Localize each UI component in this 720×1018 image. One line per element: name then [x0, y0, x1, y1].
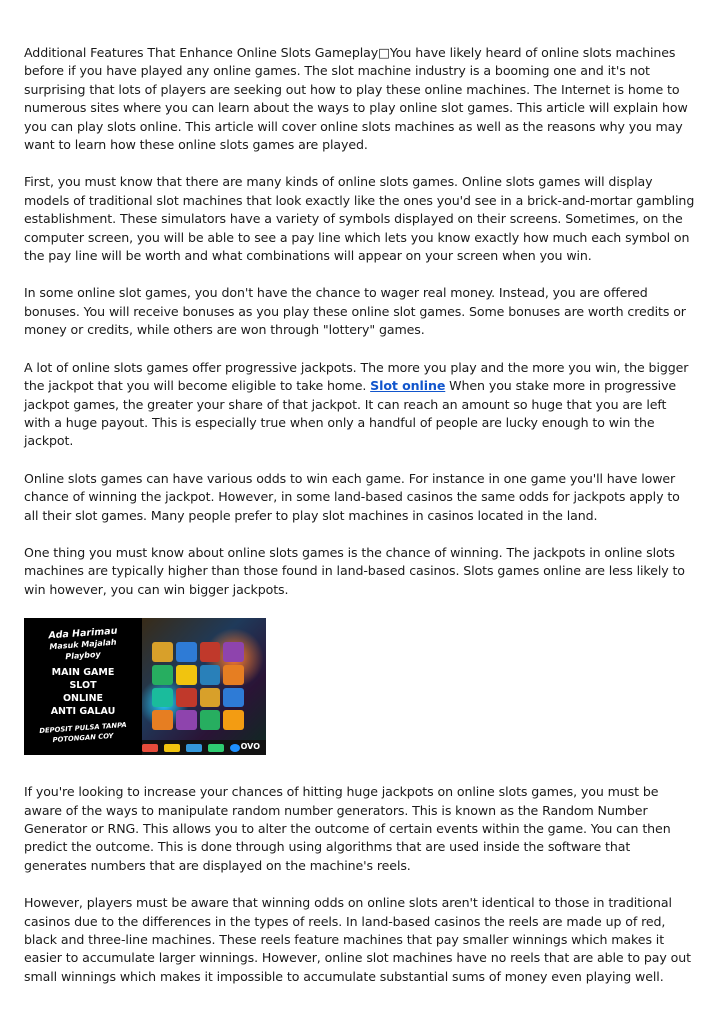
slot-reels	[152, 642, 244, 730]
paragraph-4-start: A lot of online slots games offer progressive jackpots. The more you play and the more you win, the bigger the jackpot that you will become eligible to take home.	[24, 359, 689, 394]
promo-text-panel	[24, 618, 142, 755]
promo-line-5: SLOT	[69, 680, 97, 692]
paragraph-3: In some online slot games, you don't have the chance to wager real money. Instead, you are offered bonuses. You will receive bonuses as you play these online slot games. Some bonuses are worth credits or money or credits, while others are won through "lottery" games.	[24, 285, 686, 338]
provider-logo	[164, 744, 180, 752]
payment-logos	[134, 740, 266, 755]
paragraph-1: Additional Features That Enhance Online Slots Gameplay□You have likely heard of online slots machines before if you have played any online games. The slot machine industry is a booming one and it's not surprising that lots of players are seeking out how to play these online machines. The Internet is home to numerous sites where you can learn about the ways to play online slot games. This article will explain how you can play slots online. This article will cover online slots machines as well as the reasons why you may want to learn how these online slots games are played.	[24, 45, 688, 153]
ovo-logo: OVO	[240, 742, 260, 752]
slot-promo-image	[24, 618, 266, 755]
paragraph-8: However, players must be aware that winning odds on online slots aren't identical to those in traditional casinos due to the differences in the types of reels. In land-based casinos the reels are made up of red, black and three-line machines. These reels feature machines that pay smaller winnings which makes it easier to accumulate larger winnings. However, online slot machines have no reels that are able to pay out small winnings which makes it impossible to accumulate substantial sums of money even playing well.	[24, 895, 691, 984]
promo-line-1: Ada Harimau	[48, 625, 118, 642]
slot-game-artwork	[134, 618, 266, 755]
slot-online-link[interactable]: Slot online	[370, 378, 446, 394]
dana-logo	[230, 744, 240, 752]
article-body	[24, 44, 696, 1005]
paragraph-4	[24, 359, 696, 451]
paragraph-7: If you're looking to increase your chances of hitting huge jackpots on online slots games, you must be aware of the ways to manipulate random number generators. This is known as the Random Number Generator or RNG. This allows you to alter the outcome of certain events within the game. You can then predict the outcome. This is done through using algorithms that are used inside the software that generates numbers that are displayed on the machine's reels.	[24, 784, 671, 873]
promo-line-3: Playboy	[65, 649, 101, 662]
promo-line-2: Masuk Majalah	[49, 637, 117, 652]
paragraph-4-end: When you stake more in progressive jackpot games, the greater your share of that jackpot. It can reach an amount so huge that you are left with a huge payout. This is especially true when only a handful of people are lucky enough to win the jackpot.	[24, 378, 677, 449]
promo-line-9: POTONGAN COY	[52, 732, 114, 745]
paragraph-2: First, you must know that there are many kinds of online slots games. Online slots games will display models of traditional slot machines that look exactly like the ones you'd see in a brick-and-mortar gambling establishment. These simulators have a variety of symbols displayed on their screens. Sometimes, on the computer screen, you will be able to see a pay line which lets you know exactly how much each symbol on the pay line will be worth and what combinations will appear on your screen when you win.	[24, 174, 695, 264]
paragraph-5: Online slots games can have various odds to win each game. For instance in one game you'll have lower chance of winning the jackpot. However, in some land-based casinos the same odds for jackpots apply to all their slot games. Many people prefer to play slot machines in casinos located in the land.	[24, 470, 680, 523]
promo-line-8: DEPOSIT PULSA TANPA	[39, 721, 127, 736]
paragraph-6: One thing you must know about online slots games is the chance of winning. The jackpots in online slots machines are typically higher than those found in land-based casinos. Slots games online are less likely to win however, you can win bigger jackpots.	[24, 544, 685, 597]
promo-line-4: MAIN GAME	[51, 667, 115, 679]
promo-line-6: ONLINE	[62, 693, 104, 705]
xl-logo	[186, 744, 202, 752]
gopay-logo	[208, 744, 224, 752]
promo-line-7: ANTI GALAU	[50, 706, 116, 718]
telkomsel-logo	[142, 744, 158, 752]
